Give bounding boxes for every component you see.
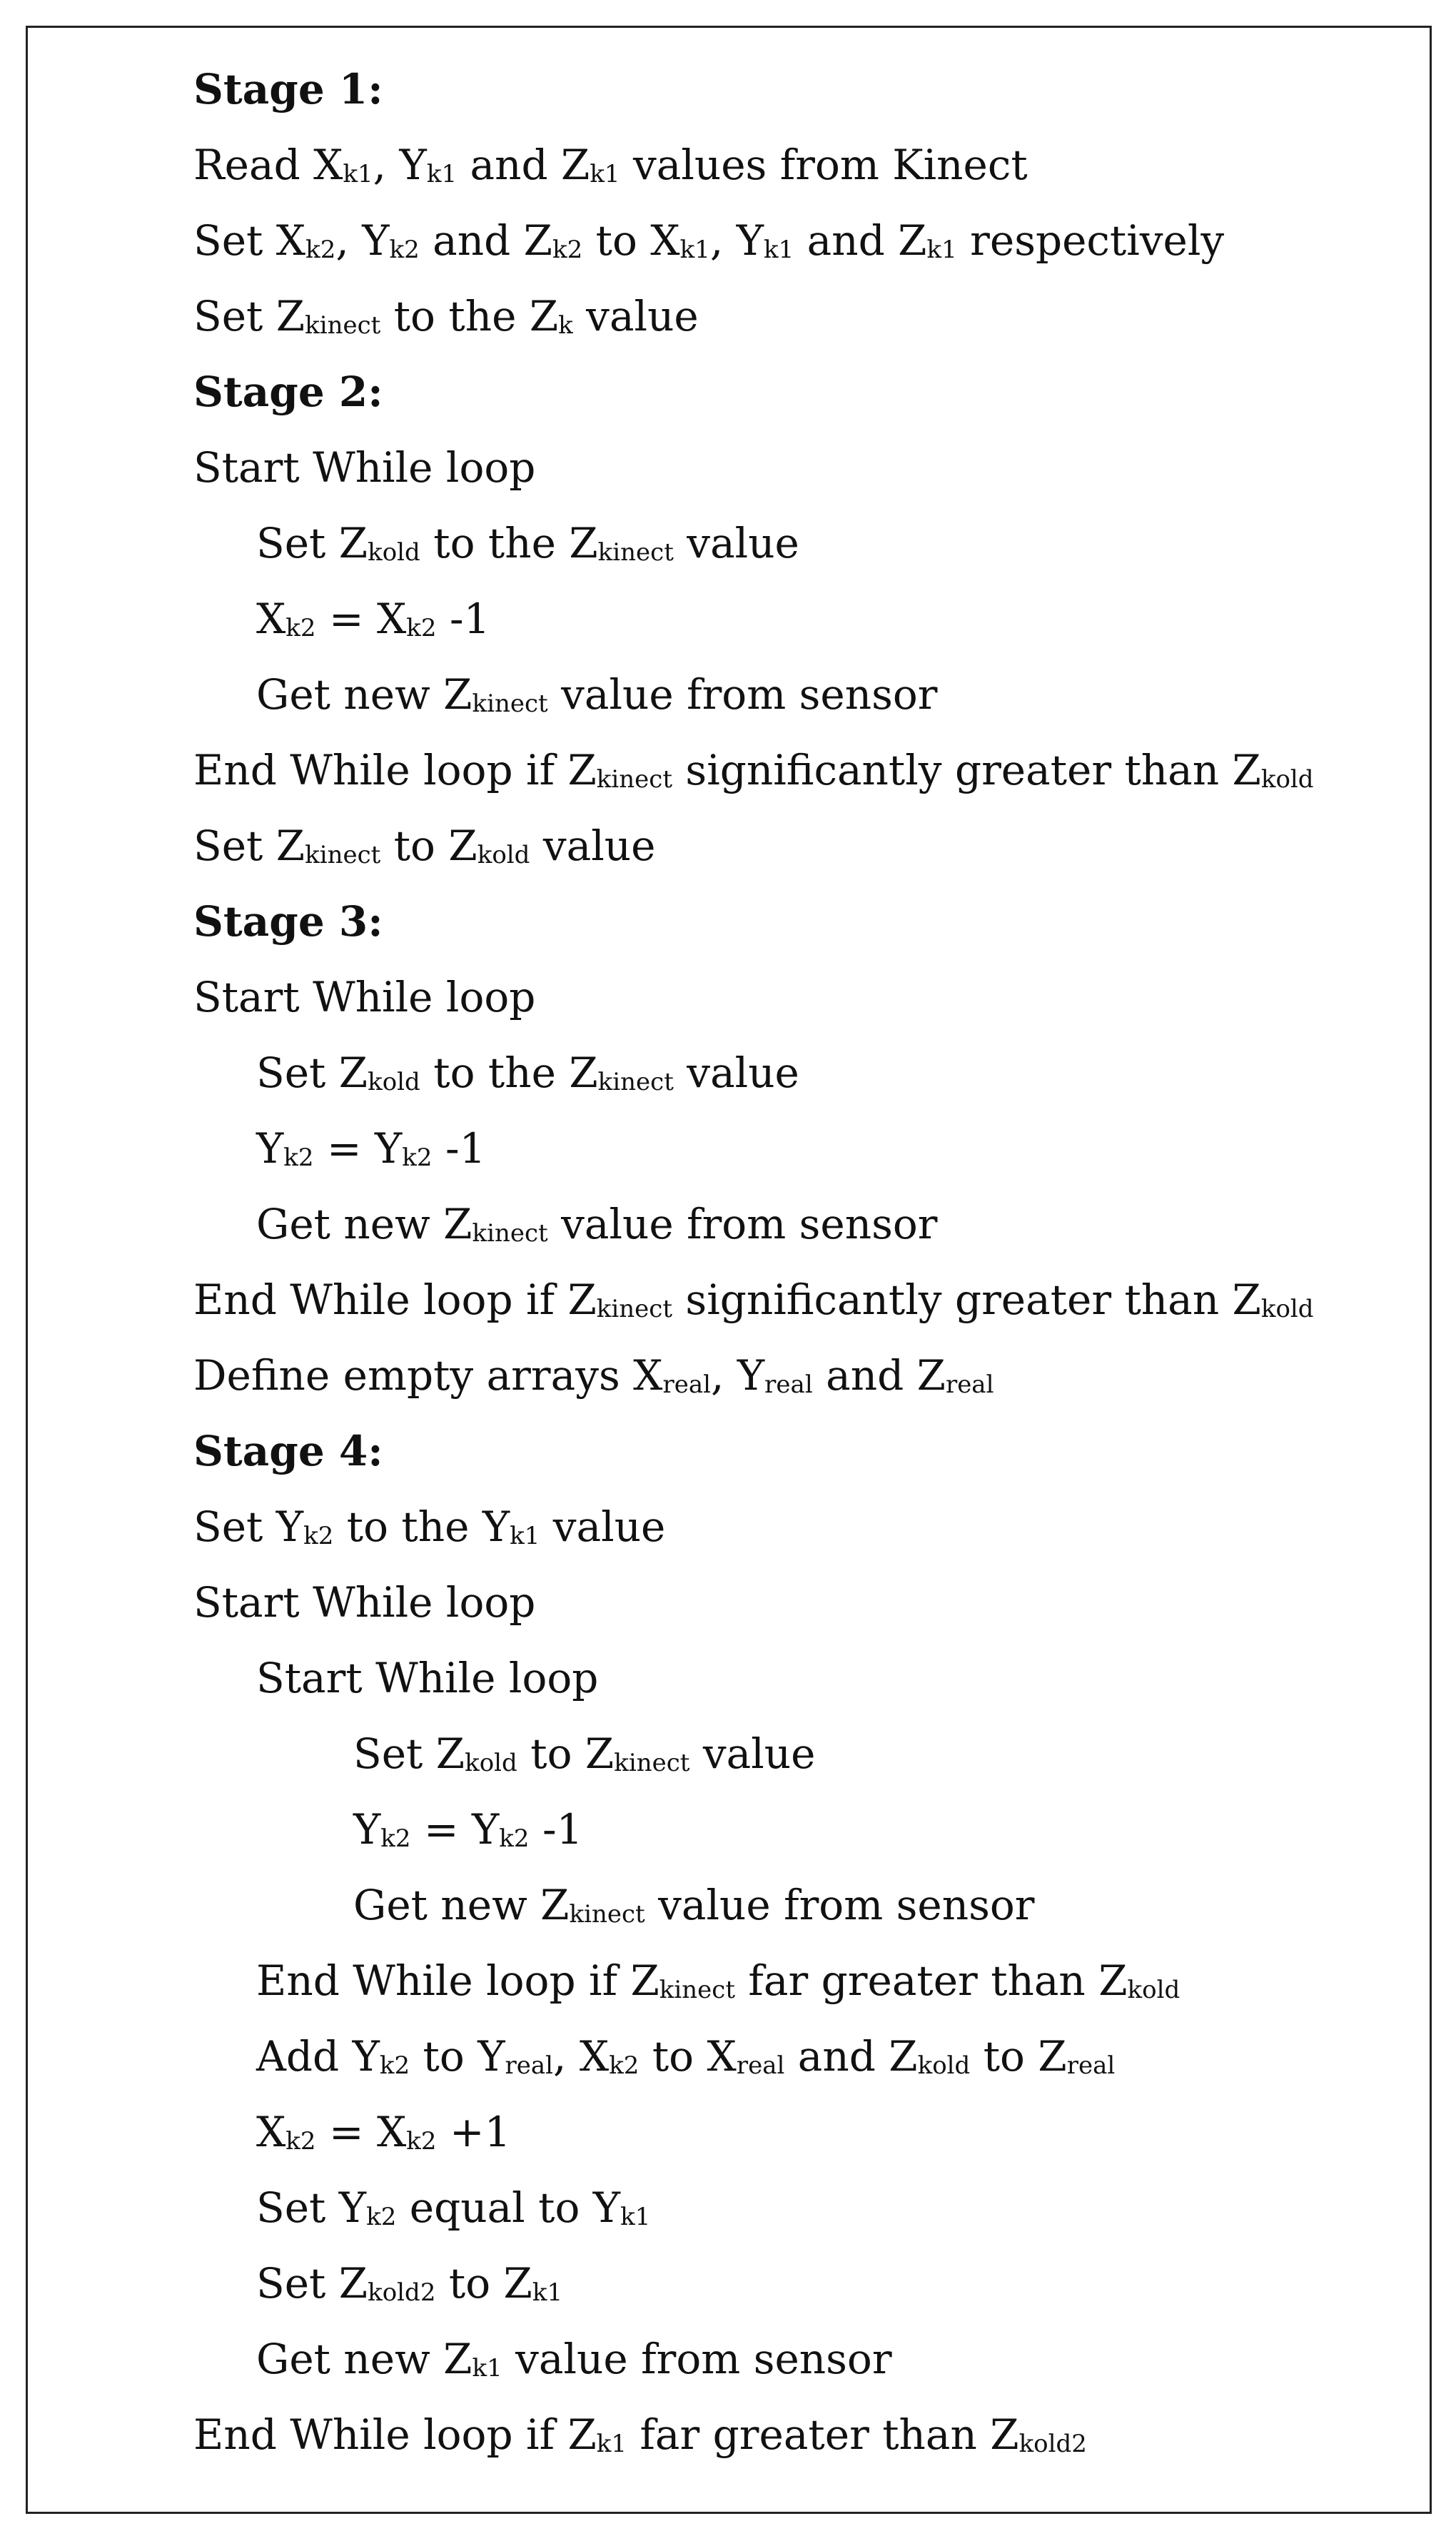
subscript: k1 — [343, 160, 373, 188]
algorithm-line — [193, 1277, 1314, 1323]
line-text: Start While loop — [193, 1578, 536, 1627]
subscript: kold — [477, 841, 530, 869]
subscript: k1 — [472, 2354, 502, 2383]
line-text: = Y — [313, 1124, 403, 1173]
subscript: kinect — [305, 841, 381, 869]
subscript: k1 — [532, 2278, 563, 2307]
line-text: +1 — [436, 2108, 511, 2156]
line-text: , Y — [709, 216, 764, 265]
line-text: Stage 4: — [193, 1427, 383, 1475]
subscript: kold2 — [1018, 2430, 1087, 2458]
line-text: to Z — [435, 2259, 532, 2308]
line-text: Y — [256, 1124, 284, 1173]
subscript: k2 — [380, 1824, 411, 1853]
algorithm-line — [256, 1201, 938, 1247]
subscript: k2 — [285, 614, 316, 642]
subscript: k1 — [590, 160, 620, 188]
line-text: value — [572, 292, 699, 340]
subscript: kold2 — [368, 2278, 436, 2307]
line-text: value — [673, 519, 799, 567]
subscript: k2 — [552, 236, 583, 264]
line-text: Stage 1: — [193, 65, 383, 113]
algorithm-line — [193, 747, 1314, 793]
subscript: real — [736, 2051, 785, 2080]
subscript: kold — [465, 1749, 517, 1777]
line-text: Get new Z — [353, 1881, 570, 1929]
line-text: value — [673, 1049, 799, 1097]
line-text: value — [540, 1502, 666, 1551]
line-text: value — [689, 1729, 816, 1778]
line-text: Get new Z — [256, 1200, 472, 1248]
algorithm-line — [256, 2034, 1115, 2079]
algorithm-line — [256, 2336, 892, 2382]
line-text: Set X — [193, 216, 306, 265]
algorithm-lines — [28, 28, 1430, 2512]
line-text: to X — [582, 216, 680, 265]
algorithm-line — [256, 1126, 485, 1171]
algorithm-box — [26, 26, 1432, 2514]
stage-heading — [193, 899, 383, 944]
algorithm-line — [256, 672, 938, 717]
algorithm-line — [193, 823, 655, 869]
subscript: k2 — [379, 2051, 410, 2080]
algorithm-line — [256, 1050, 799, 1096]
line-text: value from sensor — [644, 1881, 1035, 1929]
subscript: k2 — [499, 1824, 530, 1853]
subscript: kold — [368, 538, 420, 567]
algorithm-line — [193, 2412, 1087, 2457]
line-text: , X — [553, 2032, 610, 2081]
line-text: and Z — [457, 141, 590, 189]
line-text: Y — [353, 1805, 381, 1854]
subscript: kold — [1127, 1976, 1181, 2004]
subscript: real — [764, 1370, 813, 1399]
subscript: k1 — [764, 236, 794, 264]
line-text: to the Y — [333, 1502, 510, 1551]
subscript: real — [945, 1370, 994, 1399]
line-text: , Y — [373, 141, 427, 189]
line-text: respectively — [956, 216, 1225, 265]
line-text: Set Z — [193, 822, 305, 870]
algorithm-line — [353, 1807, 582, 1852]
line-text: Set Y — [256, 2183, 367, 2232]
line-text: Set Y — [193, 1502, 304, 1551]
subscript: k1 — [510, 1522, 540, 1550]
line-text: significantly greater than Z — [672, 746, 1261, 794]
algorithm-line — [193, 1580, 535, 1625]
algorithm-line — [193, 293, 699, 339]
line-text: value from sensor — [547, 670, 938, 719]
subscript: k2 — [406, 2127, 437, 2156]
subscript: real — [1066, 2051, 1116, 2080]
line-text: = X — [315, 595, 407, 643]
line-text: = X — [315, 2108, 407, 2156]
line-text: Start While loop — [193, 973, 536, 1021]
line-text: and Z — [812, 1351, 946, 1400]
line-text: Set Z — [256, 1049, 368, 1097]
line-text: Start While loop — [193, 443, 536, 492]
line-text: and Z — [794, 216, 927, 265]
line-text: far greater than Z — [735, 1956, 1128, 2005]
subscript: kold — [1260, 765, 1314, 794]
subscript: k1 — [620, 2203, 651, 2231]
line-text: X — [256, 595, 286, 643]
algorithm-line — [256, 520, 799, 566]
algorithm-line — [193, 218, 1224, 263]
line-text: equal to Y — [396, 2183, 621, 2232]
algorithm-line — [353, 1882, 1035, 1928]
line-text: Stage 2: — [193, 368, 383, 416]
line-text: End While loop if Z — [193, 1275, 597, 1324]
algorithm-line — [256, 1655, 598, 1701]
line-text: to Z — [517, 1729, 615, 1778]
line-text: -1 — [432, 1124, 486, 1173]
line-text: far greater than Z — [627, 2410, 1019, 2459]
line-text: = Y — [410, 1805, 500, 1854]
subscript: kinect — [614, 1749, 690, 1777]
subscript: k1 — [926, 236, 957, 264]
line-text: Get new Z — [256, 2335, 472, 2383]
line-text: value from sensor — [502, 2335, 892, 2383]
line-text: to the Z — [420, 1049, 598, 1097]
subscript: kinect — [597, 1068, 674, 1096]
algorithm-line — [256, 1958, 1180, 2004]
line-text: to the Z — [380, 292, 559, 340]
algorithm-line — [193, 445, 535, 490]
subscript: k1 — [426, 160, 457, 188]
stage-heading — [193, 369, 383, 415]
line-text: values from Kinect — [620, 141, 1028, 189]
subscript: kinect — [596, 765, 672, 794]
subscript: kinect — [305, 311, 381, 340]
algorithm-line — [256, 596, 490, 642]
line-text: to X — [639, 2032, 737, 2081]
line-text: to the Z — [420, 519, 598, 567]
subscript: kold — [368, 1068, 420, 1096]
algorithm-line — [193, 974, 535, 1020]
line-text: Set Z — [256, 2259, 368, 2308]
line-text: End While loop if Z — [256, 1956, 659, 2005]
line-text: to Z — [970, 2032, 1067, 2081]
stage-heading — [193, 66, 383, 112]
line-text: Define empty arrays X — [193, 1351, 663, 1400]
line-text: , Y — [335, 216, 390, 265]
line-text: -1 — [529, 1805, 583, 1854]
subscript: kold — [917, 2051, 971, 2080]
line-text: value — [530, 822, 656, 870]
subscript: k2 — [389, 236, 420, 264]
line-text: End While loop if Z — [193, 2410, 597, 2459]
line-text: significantly greater than Z — [672, 1275, 1261, 1324]
line-text: Stage 3: — [193, 897, 383, 946]
line-text: Set Z — [353, 1729, 465, 1778]
subscript: k2 — [285, 2127, 316, 2156]
subscript: k2 — [366, 2203, 397, 2231]
line-text: to Z — [380, 822, 477, 870]
line-text: Add Y — [256, 2032, 380, 2081]
subscript: k2 — [402, 1143, 433, 1172]
subscript: kold — [1260, 1295, 1314, 1323]
line-text: -1 — [436, 595, 490, 643]
subscript: k2 — [303, 1522, 334, 1550]
subscript: kinect — [596, 1295, 672, 1323]
subscript: kinect — [472, 689, 548, 718]
line-text: Read X — [193, 141, 343, 189]
algorithm-line — [256, 2185, 650, 2231]
subscript: k1 — [596, 2430, 627, 2458]
subscript: kinect — [472, 1219, 548, 1248]
algorithm-line — [193, 142, 1028, 188]
subscript: kinect — [569, 1900, 645, 1929]
algorithm-line — [193, 1504, 665, 1550]
line-text: value from sensor — [547, 1200, 938, 1248]
subscript: real — [662, 1370, 711, 1399]
algorithm-line — [193, 1353, 994, 1398]
subscript: kinect — [659, 1976, 735, 2004]
algorithm-line — [256, 2109, 510, 2155]
subscript: k — [558, 311, 573, 340]
line-text: Get new Z — [256, 670, 472, 719]
subscript: kinect — [597, 538, 674, 567]
line-text: End While loop if Z — [193, 746, 597, 794]
line-text: and Z — [784, 2032, 918, 2081]
line-text: and Z — [419, 216, 552, 265]
line-text: to Y — [410, 2032, 505, 2081]
algorithm-line — [353, 1731, 815, 1777]
stage-heading — [193, 1428, 383, 1474]
subscript: k2 — [406, 614, 437, 642]
line-text: X — [256, 2108, 286, 2156]
line-text: Set Z — [256, 519, 368, 567]
subscript: k1 — [679, 236, 710, 264]
line-text: Set Z — [193, 292, 305, 340]
subscript: real — [505, 2051, 554, 2080]
line-text: Start While loop — [256, 1654, 599, 1702]
subscript: k2 — [305, 236, 336, 264]
subscript: k2 — [283, 1143, 314, 1172]
line-text: , Y — [711, 1351, 765, 1400]
algorithm-line — [256, 2260, 562, 2306]
subscript: k2 — [609, 2051, 639, 2080]
